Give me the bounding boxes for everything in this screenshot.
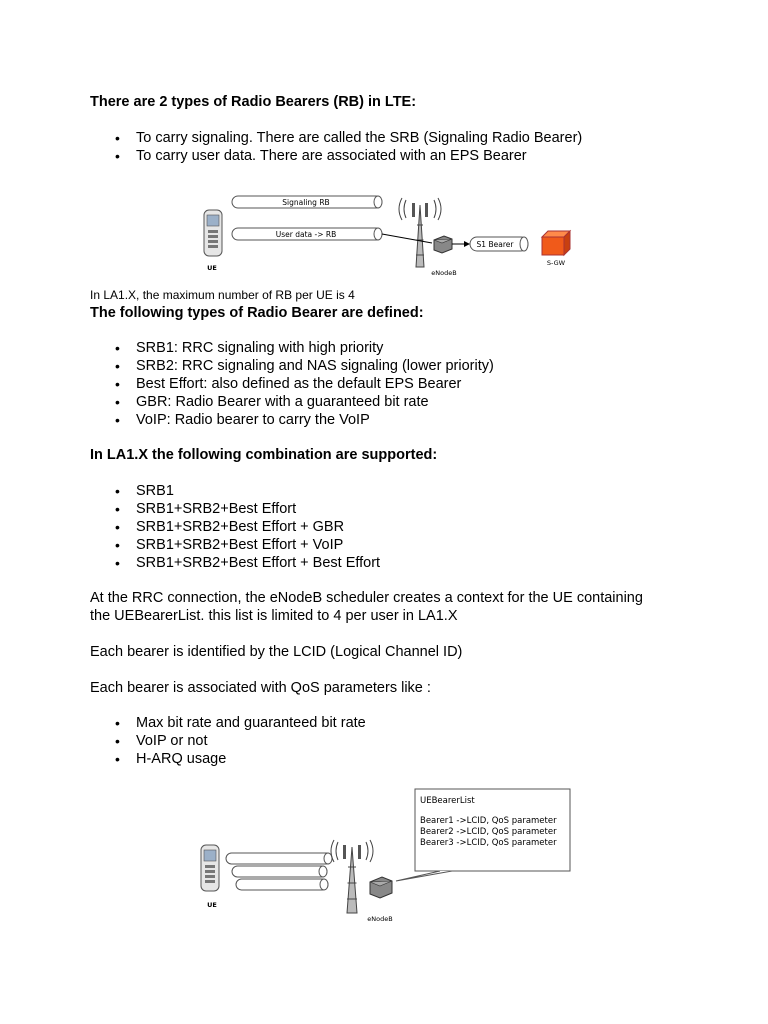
arrow-head (464, 241, 470, 247)
sgw-cube-icon (542, 231, 570, 255)
list-item: • Best Effort: also defined as the default EPS Bearer (90, 375, 494, 393)
enodeb-label: eNodeB (431, 269, 457, 277)
antenna-tower-icon (399, 198, 441, 267)
heading-supported-combinations: In LA1.X the following combination are supported: (90, 447, 438, 463)
heading-bearer-types-defined: The following types of Radio Bearer are defined: (90, 305, 424, 321)
list-item: • VoIP: Radio bearer to carry the VoIP (90, 411, 494, 429)
list-item: • SRB1 (90, 482, 380, 500)
ue-label: UE (207, 264, 217, 272)
list-bearer-types (90, 339, 494, 429)
diagram-radio-bearers (190, 185, 580, 285)
user-data-rb-label: User data -> RB (275, 230, 337, 239)
list-item: • Max bit rate and guaranteed bit rate (90, 714, 366, 732)
list-item: • GBR: Radio Bearer with a guaranteed bit rate (90, 393, 494, 411)
list-item: • SRB1+SRB2+Best Effort + GBR (90, 518, 380, 536)
ue-label: UE (207, 901, 217, 909)
enodeb-box-icon (434, 236, 452, 253)
phone-icon (201, 845, 219, 891)
list-qos-parameters (90, 714, 366, 768)
signaling-rb-label: Signaling RB (282, 198, 330, 207)
bearer-pipe (232, 866, 327, 877)
list-item: • To carry user data. There are associated with an EPS Bearer (90, 147, 582, 165)
paragraph-rrc-connection-line2: the UEBearerList. this list is limited to 4 per user in LA1.X (90, 608, 458, 624)
paragraph-rrc-connection-line1: At the RRC connection, the eNodeB scheduler creates a context for the UE containing (90, 590, 643, 606)
paragraph-lcid: Each bearer is identified by the LCID (Logical Channel ID) (90, 644, 463, 660)
list-supported-combinations (90, 482, 380, 572)
bearer-row: Bearer1 ->LCID, QoS parameter (420, 816, 557, 826)
enodeb-box-icon (370, 877, 392, 898)
list-item: • H-ARQ usage (90, 750, 366, 768)
list-item: • SRB2: RRC signaling and NAS signaling (lower priority) (90, 357, 494, 375)
bearer-pipe (236, 879, 328, 890)
list-rb-types (90, 129, 582, 165)
diagram-ue-bearer-list (190, 785, 580, 930)
note-max-rb: In LA1.X, the maximum number of RB per UE is 4 (90, 288, 355, 302)
list-item: • To carry signaling. There are called the SRB (Signaling Radio Bearer) (90, 129, 582, 147)
s1-bearer-label: S1 Bearer (476, 240, 514, 249)
list-item: • SRB1: RRC signaling with high priority (90, 339, 494, 357)
sgw-label: S-GW (546, 259, 566, 267)
arrow-rb-to-enodeb (382, 234, 432, 243)
antenna-tower-icon (331, 840, 373, 913)
bearer-row: Bearer2 ->LCID, QoS parameter (420, 827, 557, 837)
list-item: • SRB1+SRB2+Best Effort + Best Effort (90, 554, 380, 572)
bearer-pipe (226, 853, 332, 864)
enodeb-label: eNodeB (367, 915, 393, 923)
list-item: • VoIP or not (90, 732, 366, 750)
list-item: • SRB1+SRB2+Best Effort + VoIP (90, 536, 380, 554)
heading-radio-bearer-types: There are 2 types of Radio Bearers (RB) in LTE: (90, 94, 417, 110)
paragraph-qos: Each bearer is associated with QoS parameters like : (90, 680, 431, 696)
ue-bearer-list-title: UEBearerList (420, 796, 475, 806)
bearer-row: Bearer3 ->LCID, QoS parameter (420, 838, 557, 848)
list-item: • SRB1+SRB2+Best Effort (90, 500, 380, 518)
phone-icon (204, 210, 222, 256)
